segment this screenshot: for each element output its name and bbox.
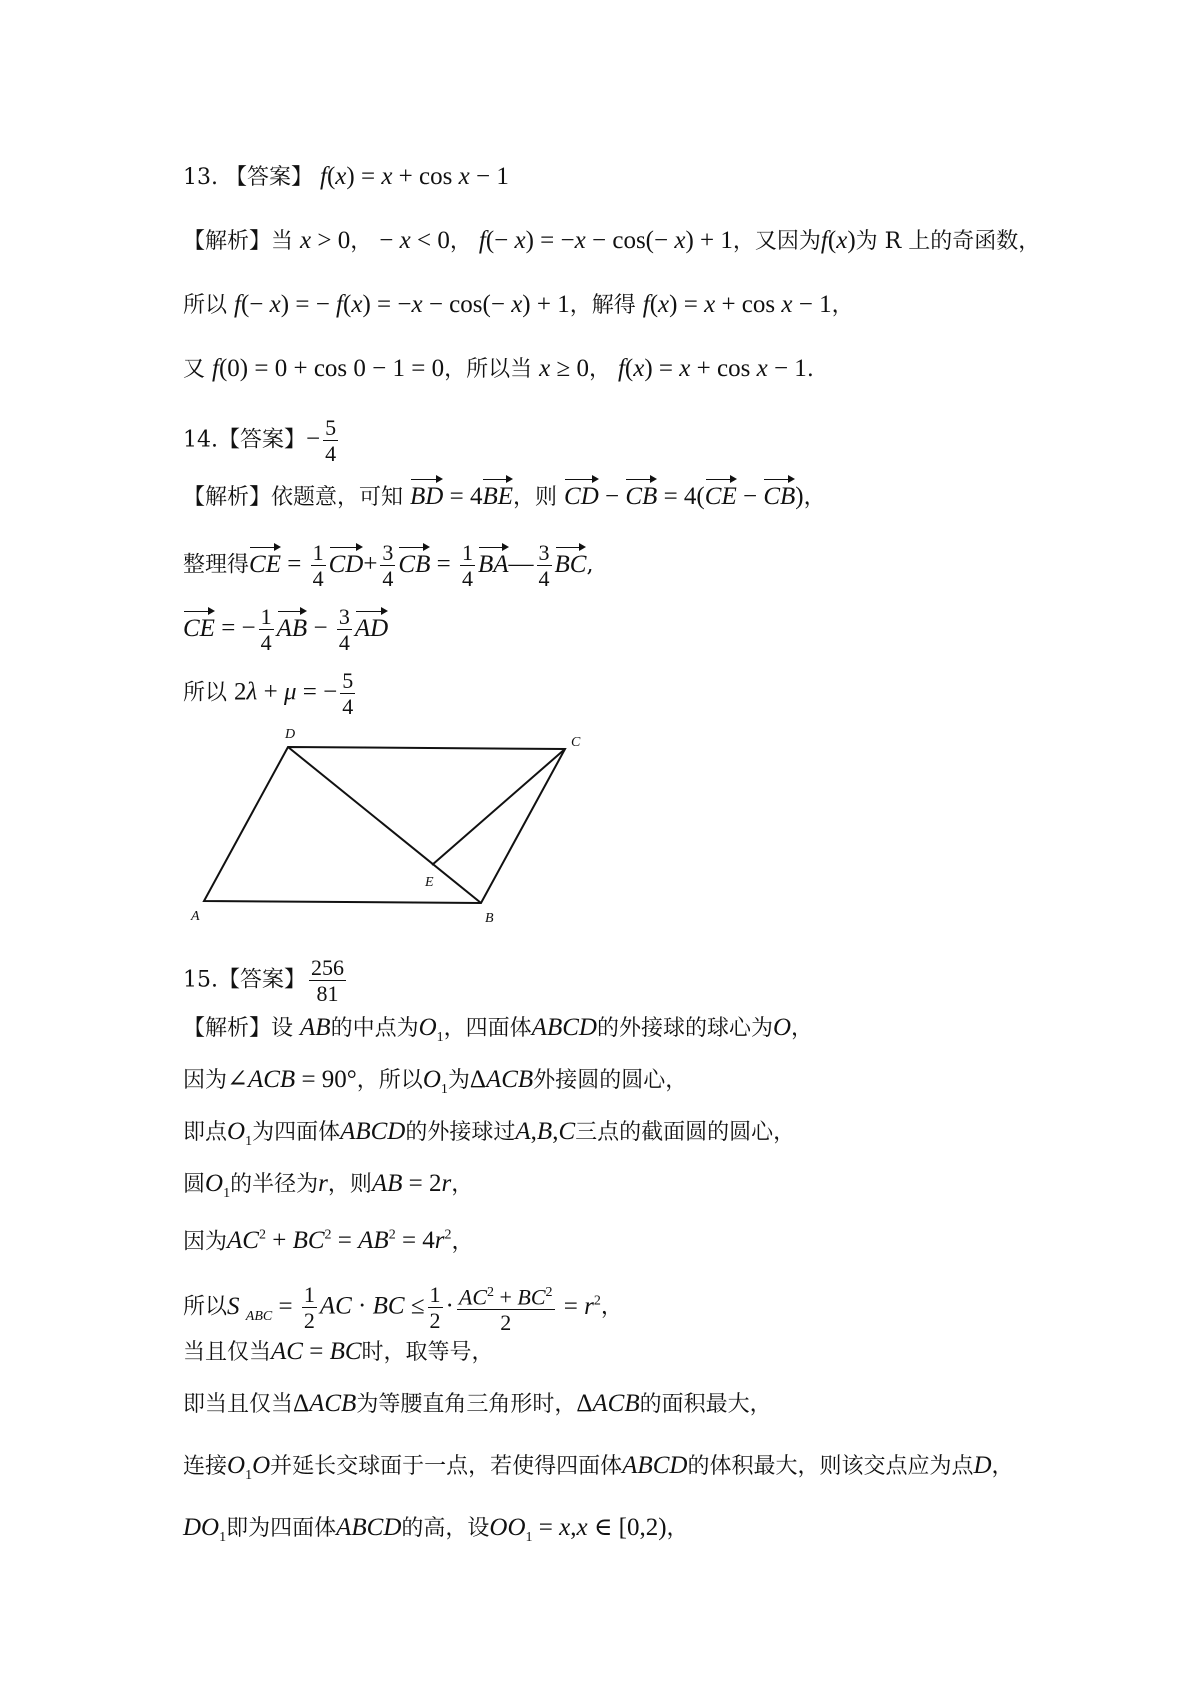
- q13-solution-line-3: 又 f(0) = 0 + cos 0 − 1 = 0，所以当 x ≥ 0， f(x) = x + cos x − 1.: [183, 355, 814, 382]
- solution-tag: 【解析】: [183, 229, 272, 254]
- q15-line-7: 当且仅当AC = BC时，取等号，: [183, 1338, 494, 1365]
- q14-solution-line-4: 所以 2λ + μ = − $\frac{5}{4}$: [183, 668, 354, 719]
- q13-answer: f(x) = x + cos x − 1: [319, 163, 509, 190]
- label-d: D: [285, 727, 296, 742]
- q15-heading: 15.【答案】: [183, 967, 306, 993]
- label-e: E: [425, 875, 434, 890]
- solution-tag: 【解析】: [183, 485, 272, 510]
- q15-line-6: 所以S $_{ABC}$ = $\frac{1}{2}$ AC · BC ≤ $\frac{1}{2}$ · $\frac{AC^2 + BC^2}{2}$ = $r^2$，: [183, 1280, 623, 1335]
- q13-answer-line: [183, 162, 509, 193]
- q15-line-2: 因为∠ACB = 90°，所以$O_1$为ΔACB外接圆的圆心，: [183, 1066, 688, 1097]
- segment-db: [288, 747, 481, 903]
- q13-solution-line-1: 【解析】当 x > 0， − x < 0， f(− x) = −x − cos(− x) + 1，又因为f(x)为 R 上的奇函数，: [183, 227, 1041, 254]
- q15-line-10: $DO_1$即为四面体ABCD的高，设$OO_1 = x,x$ ∈ [0,2)，: [183, 1514, 689, 1545]
- q14-solution-line-3: CE = − $\frac{1}{4}$ AB − $\frac{3}{4}$ AD: [183, 604, 389, 655]
- label-c: C: [571, 735, 581, 750]
- q15-line-4: 圆$O_1$的半径为r，则AB = 2r，: [183, 1170, 474, 1201]
- q15-answer: $\frac{256}{81}$: [311, 955, 344, 1006]
- q15-line-5: 因为$AC^2 + BC^2 = AB^2 = 4r^2$，: [183, 1227, 474, 1255]
- label-b: B: [485, 911, 494, 926]
- q13-solution-line-2: 所以 f(− x) = − f(x) = −x − cos(− x) + 1，解得 f(x) = x + cos x − 1，: [183, 291, 854, 318]
- q15-line-1: 【解析】设 AB的中点为$O_1$，四面体ABCD的外接球的球心为O，: [183, 1014, 814, 1045]
- q15-line-3: 即点$O_1$为四面体ABCD的外接球过A,B,C三点的截面圆的圆心，: [183, 1118, 796, 1149]
- q14-answer: $\frac{5}{4}$: [325, 415, 337, 466]
- q13-heading: 13. 【答案】: [183, 165, 313, 190]
- segment-ce: [432, 749, 565, 865]
- parallelogram-figure: [183, 720, 603, 945]
- q14-solution-line-2: 整理得CE = $\frac{1}{4}$ CD+ $\frac{3}{4}$ CB = $\frac{1}{4}$ BA— $\frac{3}{4}$ BC,: [183, 540, 594, 591]
- q14-solution-line-1: 【解析】依题意，可知 BD = 4BE，则 CD − CB = 4(CE − CB)，: [183, 483, 826, 510]
- label-a: A: [191, 909, 200, 924]
- q15-answer-line: [183, 955, 349, 1006]
- q15-line-8: 即当且仅当ΔACB为等腰直角三角形时，ΔACB的面积最大，: [183, 1390, 772, 1417]
- solution-tag: 【解析】: [183, 1016, 272, 1041]
- q15-line-9: 连接$O_1O$并延长交球面于一点，若使得四面体ABCD的体积最大，则该交点应为点D，: [183, 1452, 1014, 1483]
- q14-answer-line: 14.【答案】− $\frac{5}{4}$: [183, 415, 337, 466]
- q14-heading: 14.【答案】: [183, 427, 306, 453]
